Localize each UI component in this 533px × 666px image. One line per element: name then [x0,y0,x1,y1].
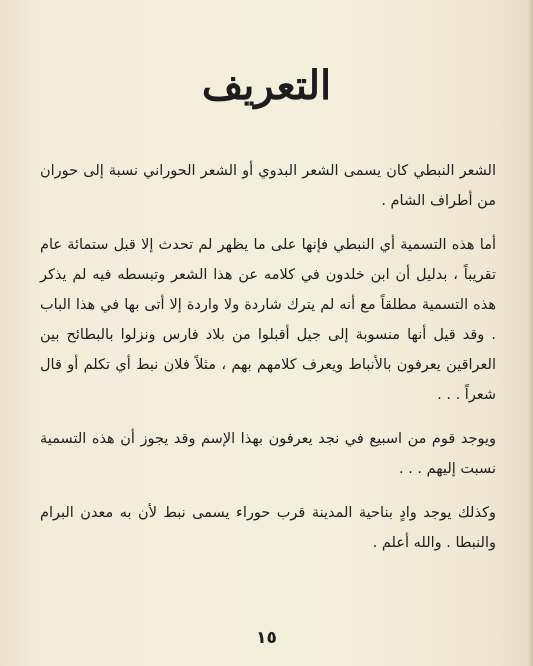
paragraph-4: وكذلك يوجد وادٍ بناحية المدينة قرب حوراء يسمى نبط لأن به معدن البرام والنبطا . والله أعلم . [40,505,496,551]
paragraph-2: أما هذه التسمية أي النبطي فإنها على ما يظهر لم تحدث إلا قبل ستمائة عام تقريباً ، بدليل أن ابن خلدون في كلامه عن هذا الشعر وتبسطه فيه لم يذكر هذه التسمية مطلقاً مع أنه لم يترك شاردة ولا واردة إلا أتى بها في هذا الباب . وقد قيل أنها منسوبة إلى جيل أقبلوا من بلاد فارس ونزلوا بالبطائح بين العراقين يعرفون بالأنباط ويعرف كلامهم بهم ، مثلاً فلان نبط أي تكلم أو قال شعراً . . . [40,237,496,403]
chapter-title: التعريف [201,62,332,109]
paragraph-3: ويوجد قوم من اسبيع في نجد يعرفون بهذا الإسم وقد يجوز أن هذه التسمية نسبت إليهم . . . [40,431,496,477]
body-text [40,156,496,558]
page-number: ١٥ [256,628,277,648]
paragraph-1: الشعر النبطي كان يسمى الشعر البدوي أو الشعر الحوراني نسبة إلى حوران من أطراف الشام . [40,163,496,209]
